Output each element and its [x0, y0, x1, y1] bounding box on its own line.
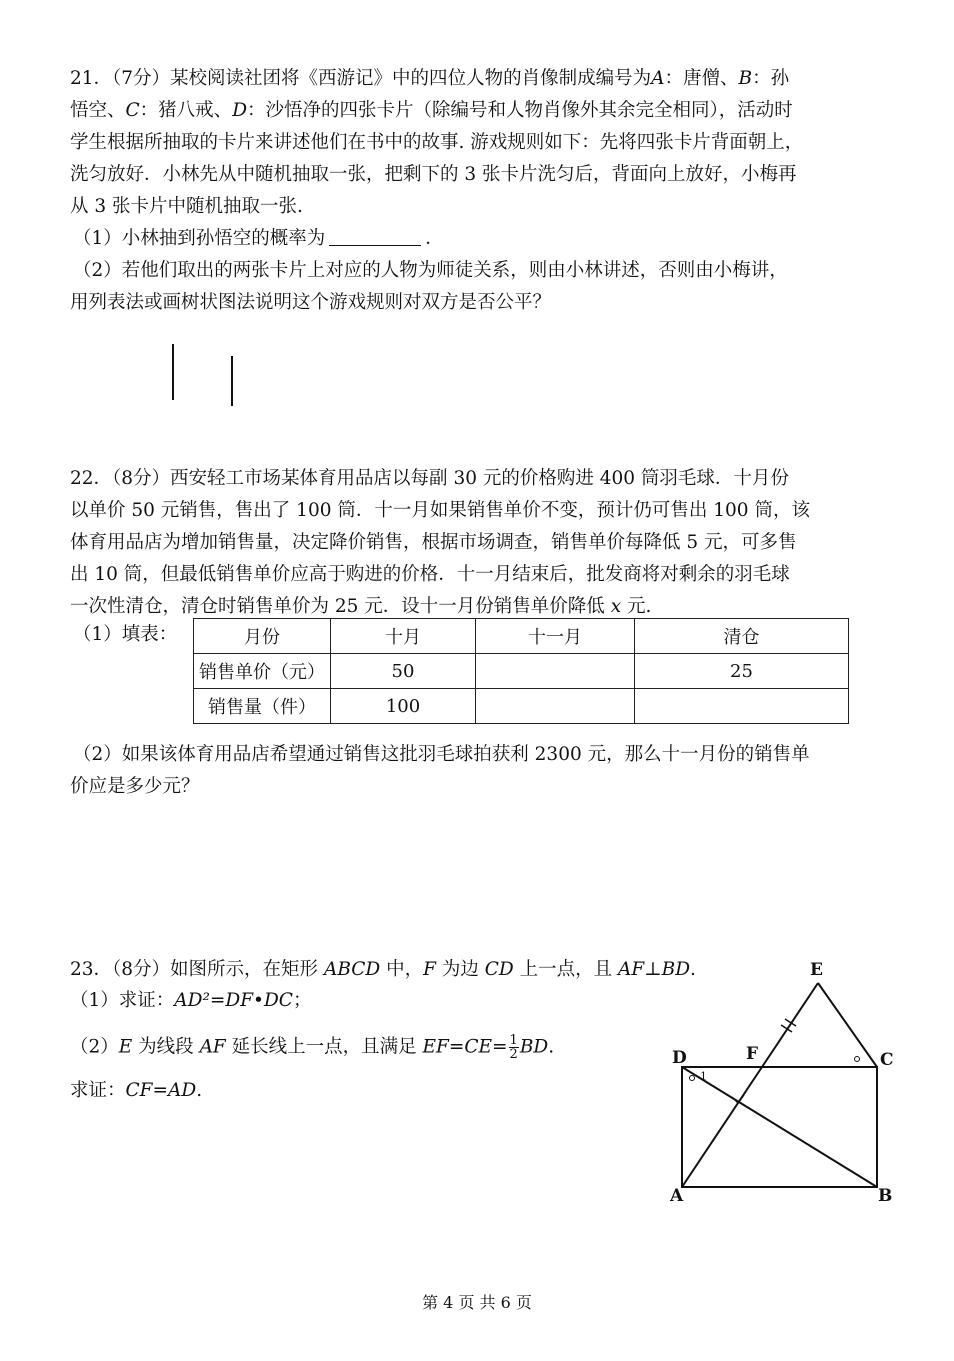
q21-part-2-line-2: 用列表法或画树状图法说明这个游戏规则对双方是否公平？ [70, 292, 552, 313]
q22-part-2-line-1: （2）如果该体育用品店希望通过销售这批羽毛球拍获利 2300 元，那么十一月份的销售单 [73, 744, 810, 765]
angle-label-1: 1 [700, 1070, 707, 1083]
rectangle-geometry-figure [660, 955, 900, 1205]
label-a: A [670, 1186, 684, 1205]
pencil-mark [172, 344, 174, 400]
page-footer: 第 4 页 共 6 页 [422, 1293, 532, 1312]
table-cell-blank[interactable] [476, 654, 635, 689]
q22-part-1: （1）填表： [73, 624, 178, 645]
label-b: B [878, 1186, 893, 1205]
table-header: 清仓 [635, 619, 849, 654]
q21-line-5: 从 3 张卡片中随机抽取一张. [70, 196, 303, 217]
sales-table [193, 618, 849, 724]
q21-part-2-line-1: （2）若他们取出的两张卡片上对应的人物为师徒关系，则由小林讲述，否则由小梅讲， [73, 260, 788, 281]
q21-line-4: 洗匀放好．小林先从中随机抽取一张，把剩下的 3 张卡片洗匀后，背面向上放好，小梅再 [70, 164, 797, 185]
table-header: 月份 [194, 619, 331, 654]
q23-part-1: （1）求证：AD²=DF•DC； [70, 990, 312, 1011]
table-cell: 销售量（件） [194, 689, 331, 724]
table-cell-blank[interactable] [476, 689, 635, 724]
label-e: E [810, 960, 823, 980]
q22-line-5: 一次性清仓，清仓时销售单价为 25 元．设十一月份销售单价降低 x 元. [70, 596, 652, 617]
label-f: F [746, 1044, 759, 1064]
segment-ec [818, 983, 877, 1067]
q22-line-1: 22．（8分）西安轻工市场某体育用品店以每副 30 元的价格购进 400 筒羽毛球．十月份 [70, 468, 789, 489]
q23-line-1: 23．（8分）如图所示，在矩形 ABCD 中，F 为边 CD 上一点，且 AF⊥BD. [70, 959, 696, 980]
q22-line-2: 以单价 50 元销售，售出了 100 筒．十一月如果销售单价不变，预计仍可售出 100 筒，该 [70, 500, 810, 521]
fraction-one-half: $\frac{1}{2}$ [509, 1033, 518, 1062]
table-row [194, 689, 849, 724]
table-header: 十月 [331, 619, 476, 654]
diagonal-bd [682, 1067, 877, 1187]
q21-line-2: 悟空、C：猪八戒、D：沙悟净的四张卡片（除编号和人物肖像外其余完全相同），活动时 [70, 100, 793, 121]
angle-mark [855, 1057, 860, 1062]
table-cell: 50 [331, 654, 476, 689]
table-row [194, 654, 849, 689]
pencil-mark [231, 356, 233, 406]
q23-part-2: （2）E 为线段 AF 延长线上一点，且满足 EF=CE= $\frac{1}{2}$ BD. [70, 1033, 555, 1062]
q22-line-3: 体育用品店为增加销售量，决定降价销售，根据市场调查，销售单价每降低 5 元，可多售 [70, 532, 797, 553]
table-cell: 25 [635, 654, 849, 689]
table-cell: 销售单价（元） [194, 654, 331, 689]
segment-ae [682, 983, 818, 1187]
table-header: 十一月 [476, 619, 635, 654]
q21-line-1: 21．（7分）某校阅读社团将《西游记》中的四位人物的肖像制成编号为A：唐僧、B：孙 [70, 68, 790, 89]
q21-line-3: 学生根据所抽取的卡片来讲述他们在书中的故事. 游戏规则如下：先将四张卡片背面朝上， [70, 132, 804, 153]
angle-mark [690, 1076, 695, 1081]
q23-part-3: 求证：CF=AD. [70, 1080, 203, 1101]
table-cell: 100 [331, 689, 476, 724]
q21-part-1: （1）小林抽到孙悟空的概率为 ． [73, 228, 444, 249]
table-header-row [194, 619, 849, 654]
label-d: D [672, 1048, 687, 1068]
q22-part-2-line-2: 价应是多少元？ [70, 776, 200, 797]
label-c: C [880, 1050, 894, 1070]
q22-line-4: 出 10 筒，但最低销售单价应高于购进的价格．十一月结束后，批发商将对剩余的羽毛球 [70, 564, 790, 585]
table-cell-blank[interactable] [635, 689, 849, 724]
answer-blank[interactable] [329, 227, 421, 246]
